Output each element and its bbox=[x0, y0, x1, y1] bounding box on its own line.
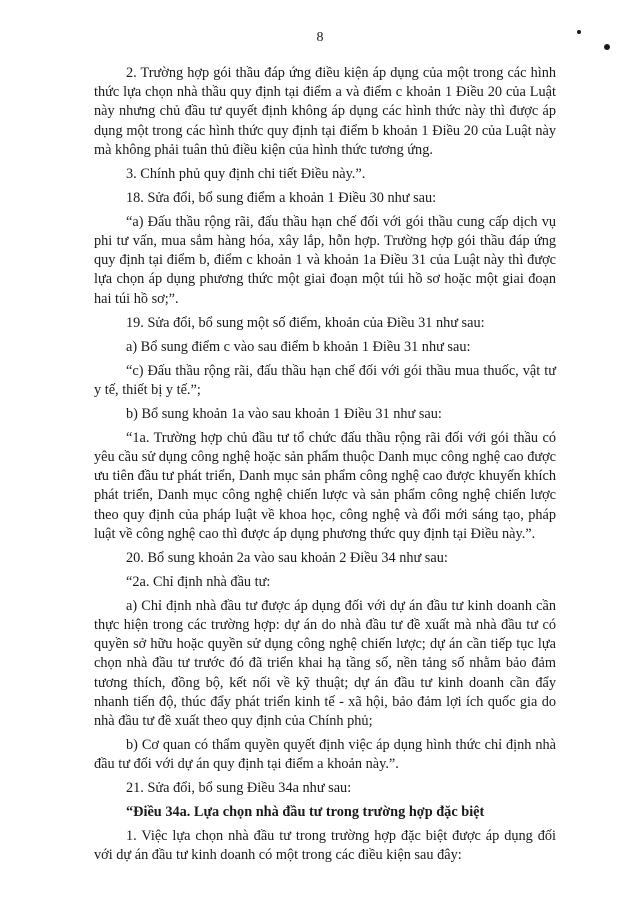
paragraph: a) Chỉ định nhà đầu tư được áp dụng đối với dự án đầu tư kinh doanh cần thực hiện trong các trường hợp: dự án do nhà đầu tư đề xuất mà nhà đầu tư có quyền sở hữu hoặc quyền sử dụng công nghệ chiến lược; dự án cần tiếp tục lựa chọn nhà đầu tư trước đó đã triển khai hạ tầng số, nền tảng số nhằm bảo đảm tương thích, đồng bộ, kết nối về kỹ thuật; dự án đầu tư kinh doanh cần đẩy nhanh tiến độ, thúc đẩy phát triển kinh tế - xã hội, bảo đảm lợi ích quốc gia do nhà đầu tư đề xuất theo quy định của Chính phủ; bbox=[94, 597, 556, 730]
paragraph: 2. Trường hợp gói thầu đáp ứng điều kiện áp dụng của một trong các hình thức lựa chọn nhà thầu quy định tại điểm a và điểm c khoản 1 Điều 20 của Luật này nhưng chủ đầu tư quyết định không áp dụng các hình thức này thì được áp dụng một trong các hình thức quy định tại điểm b khoản 1 Điều 20 của Luật này mà không phải tuân thủ điều kiện của hình thức tương ứng. bbox=[94, 65, 556, 158]
page-number: 8 bbox=[316, 30, 324, 45]
paragraph: “a) Đấu thầu rộng rãi, đấu thầu hạn chế đối với gói thầu cung cấp dịch vụ phi tư vấn, mua sắm hàng hóa, xây lắp, hỗn hợp. Trường hợp gói thầu đáp ứng quy định tại điểm b, điểm c khoản 1 và khoản 1a Điều 31 của Luật này thì được lựa chọn áp dụng phương thức một giai đoạn một túi hồ sơ hoặc một giai đoạn hai túi hồ sơ;”. bbox=[94, 213, 556, 307]
paragraph: a) Bổ sung điểm c vào sau điểm b khoản 1 Điều 31 như sau: bbox=[126, 338, 471, 355]
scan-speck bbox=[577, 30, 581, 34]
paragraph: 21. Sửa đổi, bổ sung Điều 34a như sau: bbox=[126, 780, 352, 797]
paragraph: 18. Sửa đổi, bổ sung điểm a khoản 1 Điều 30 như sau: bbox=[126, 189, 437, 206]
paragraph: “1a. Trường hợp chủ đầu tư tổ chức đấu thầu rộng rãi đối với gói thầu có yêu cầu sử dụng công nghệ hoặc sản phẩm thuộc Danh mục công nghệ cao được ưu tiên đầu tư phát triển, Danh mục sản phẩm công nghệ cao được khuyến khích phát triển, Danh mục công nghệ chiến lược và sản phẩm công nghệ chiến lược theo quy định của pháp luật về khoa học, công nghệ và đổi mới sáng tạo, pháp luật về công nghệ cao thì được áp dụng phương thức quy định tại Điều này.”. bbox=[94, 429, 556, 542]
document-body bbox=[94, 64, 556, 870]
paragraph: 3. Chính phủ quy định chi tiết Điều này.”. bbox=[126, 165, 366, 182]
paragraph: “2a. Chỉ định nhà đầu tư: bbox=[126, 573, 271, 590]
paragraph: “c) Đấu thầu rộng rãi, đấu thầu hạn chế đối với gói thầu mua thuốc, vật tư y tế, thiết bị y tế.”; bbox=[94, 362, 556, 398]
paragraph: b) Bổ sung khoản 1a vào sau khoản 1 Điều 31 như sau: bbox=[126, 405, 442, 422]
article-heading: “Điều 34a. Lựa chọn nhà đầu tư trong trường hợp đặc biệt bbox=[126, 804, 485, 821]
scan-speck bbox=[604, 44, 610, 50]
paragraph: 20. Bổ sung khoản 2a vào sau khoản 2 Điều 34 như sau: bbox=[126, 549, 448, 566]
paragraph: b) Cơ quan có thẩm quyền quyết định việc áp dụng hình thức chỉ định nhà đầu tư đối với dự án quy định tại điểm a khoản này.”. bbox=[94, 737, 556, 773]
paragraph: 19. Sửa đổi, bổ sung một số điểm, khoản của Điều 31 như sau: bbox=[126, 314, 485, 331]
paragraph: 1. Việc lựa chọn nhà đầu tư trong trường hợp đặc biệt được áp dụng đối với dự án đầu tư kinh doanh có một trong các điều kiện sau đây: bbox=[94, 828, 556, 864]
